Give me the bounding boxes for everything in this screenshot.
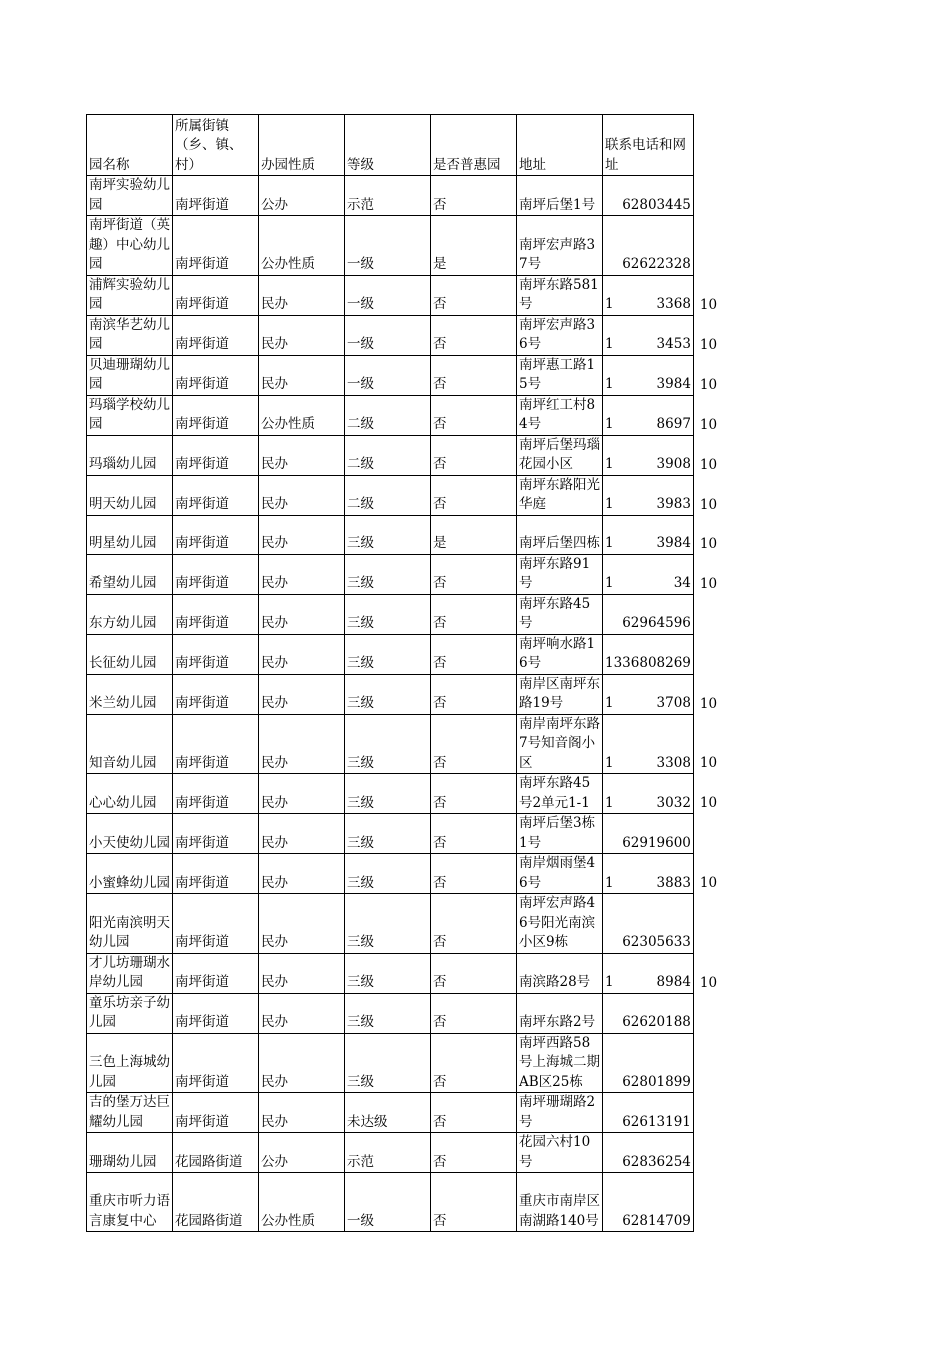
phone-prefix: 1 [605,695,614,711]
cell-name: 东方幼儿园 [87,594,173,634]
cell-name: 重庆市听力语言康复中心 [87,1173,173,1232]
phone-prefix: 1 [605,336,614,352]
cell-town: 南坪街道 [173,355,259,395]
cell-town: 南坪街道 [173,515,259,554]
cell-phone [603,894,694,954]
cell-phone [603,714,694,774]
cell-phone [603,475,694,515]
cell-name: 才儿坊珊瑚水岸幼儿园 [87,953,173,993]
phone-prefix: 1 [605,416,614,432]
cell-name: 阳光南滨明天幼儿园 [87,894,173,954]
cell-extra [693,634,742,674]
cell-extra: 10 [699,875,718,891]
cell-town: 南坪街道 [173,395,259,435]
phone-number: 62919600 [622,834,691,851]
cell-extra [693,594,742,634]
cell-name: 南坪实验幼儿园 [87,176,173,216]
phone-number: 3983 [656,496,691,512]
cell-nature: 民办 [259,894,345,954]
phone-number: 3908 [656,456,691,472]
cell-nature: 民办 [259,554,345,594]
cell-address: 南岸区南坪东路19号 [517,674,603,714]
header-town: 所属街镇（乡、镇、村） [173,115,259,176]
phone-number: 62305633 [622,934,691,950]
cell-town: 南坪街道 [173,554,259,594]
phone-number: 62801899 [622,1073,691,1090]
cell-inclusive: 否 [431,475,517,515]
cell-nature: 民办 [259,993,345,1033]
cell-inclusive: 否 [431,435,517,475]
cell-address: 南坪红工村84号 [517,395,603,435]
cell-phone [603,216,694,276]
cell-nature: 民办 [259,634,345,674]
cell-town: 南坪街道 [173,176,259,216]
cell-name: 小天使幼儿园 [87,814,173,854]
phone-number: 62613191 [622,1113,691,1130]
cell-inclusive: 否 [431,1133,517,1173]
cell-address: 重庆市南岸区南湖路140号 [517,1173,603,1232]
cell-name: 三色上海城幼儿园 [87,1033,173,1093]
cell-level: 三级 [345,714,431,774]
cell-extra [693,814,742,854]
cell-nature: 公办 [259,176,345,216]
cell-inclusive: 否 [431,1093,517,1133]
cell-nature: 民办 [259,594,345,634]
cell-phone [603,594,694,634]
cell-name: 吉的堡万达巨耀幼儿园 [87,1093,173,1133]
cell-extra [693,894,742,954]
phone-number: 62803445 [622,196,691,213]
cell-address: 南坪宏声路37号 [517,216,603,276]
cell-inclusive: 否 [431,176,517,216]
table-row [87,1033,743,1093]
cell-name: 南坪街道（英趣）中心幼儿园 [87,216,173,276]
cell-address: 南坪响水路16号 [517,634,603,674]
cell-address: 南岸南坪东路7号知音阁小区 [517,714,603,774]
cell-phone [603,275,694,315]
table-row [87,176,743,216]
table-row [87,435,743,475]
cell-town: 南坪街道 [173,634,259,674]
cell-nature: 民办 [259,315,345,355]
table-row [87,634,743,674]
cell-name: 南滨华艺幼儿园 [87,315,173,355]
cell-level: 三级 [345,554,431,594]
header-nature: 办园性质 [259,115,345,176]
table-row [87,355,743,395]
cell-extra [693,1093,742,1133]
cell-extra: 10 [699,695,718,712]
cell-phone [603,1133,694,1173]
cell-level: 三级 [345,594,431,634]
cell-level: 一级 [345,315,431,355]
cell-inclusive: 是 [431,216,517,276]
cell-level: 三级 [345,993,431,1033]
cell-address: 南坪西路58号上海城二期AB区25栋 [517,1033,603,1093]
table-row [87,216,743,276]
header-address: 地址 [517,115,603,176]
phone-number: 3883 [656,874,691,891]
cell-town: 南坪街道 [173,435,259,475]
table-row [87,315,743,355]
cell-town: 南坪街道 [173,894,259,954]
cell-nature: 民办 [259,814,345,854]
cell-address: 南坪东路91号 [517,554,603,594]
cell-phone [603,1033,694,1093]
cell-phone [603,634,694,674]
cell-address: 南坪东路45号 [517,594,603,634]
cell-phone [603,355,694,395]
header-phone: 联系电话和网址 [603,115,694,176]
cell-nature: 民办 [259,435,345,475]
cell-nature: 民办 [259,714,345,774]
cell-inclusive: 否 [431,554,517,594]
cell-phone [603,554,694,594]
cell-phone [603,315,694,355]
phone-number: 8697 [656,416,691,432]
cell-town: 南坪街道 [173,953,259,993]
phone-number: 62836254 [622,1153,691,1170]
cell-level: 三级 [345,953,431,993]
cell-phone [603,854,694,894]
cell-extra: 10 [699,974,718,991]
phone-prefix: 1 [605,974,614,990]
cell-inclusive: 否 [431,814,517,854]
cell-name: 希望幼儿园 [87,554,173,594]
phone-number: 62814709 [622,1212,691,1229]
cell-level: 一级 [345,1173,431,1232]
cell-address: 南坪东路45号2单元1-1 [517,774,603,814]
cell-name: 玛瑙学校幼儿园 [87,395,173,435]
phone-number: 3032 [656,794,691,811]
table-row [87,894,743,954]
cell-extra [693,993,742,1033]
cell-town: 南坪街道 [173,714,259,774]
phone-number: 3308 [656,754,691,771]
cell-inclusive: 否 [431,1173,517,1232]
cell-phone [603,674,694,714]
cell-address: 南坪东路581号 [517,275,603,315]
table-row [87,774,743,814]
cell-town: 南坪街道 [173,814,259,854]
cell-address: 花园六村10号 [517,1133,603,1173]
cell-address: 南坪宏声路36号 [517,315,603,355]
cell-inclusive: 否 [431,634,517,674]
phone-prefix: 1 [605,376,614,392]
phone-number: 3984 [656,535,691,551]
cell-level: 示范 [345,1133,431,1173]
table-row [87,554,743,594]
cell-extra: 10 [699,795,718,811]
table-row [87,993,743,1033]
cell-name: 童乐坊亲子幼儿园 [87,993,173,1033]
table-row [87,854,743,894]
cell-town: 南坪街道 [173,275,259,315]
phone-number: 1336808269 [605,655,691,671]
cell-address: 南岸烟雨堡46号 [517,854,603,894]
cell-name: 浦辉实验幼儿园 [87,275,173,315]
cell-extra [693,1133,742,1173]
cell-phone [603,395,694,435]
cell-inclusive: 是 [431,515,517,554]
cell-address: 南坪宏声路46号阳光南滨小区9栋 [517,894,603,954]
cell-town: 南坪街道 [173,993,259,1033]
kindergarten-table [86,114,743,1232]
header-row [87,115,743,176]
cell-extra [693,1033,742,1093]
cell-phone [603,814,694,854]
cell-extra: 10 [699,575,718,592]
cell-level: 三级 [345,515,431,554]
cell-inclusive: 否 [431,315,517,355]
cell-town: 南坪街道 [173,674,259,714]
phone-prefix: 1 [605,296,614,312]
cell-inclusive: 否 [431,894,517,954]
cell-nature: 民办 [259,854,345,894]
cell-address: 南坪东路阳光华庭 [517,475,603,515]
cell-nature: 民办 [259,1093,345,1133]
cell-extra: 10 [699,416,718,433]
cell-town: 花园路街道 [173,1133,259,1173]
cell-phone [603,1093,694,1133]
cell-inclusive: 否 [431,993,517,1033]
cell-name: 玛瑙幼儿园 [87,435,173,475]
table-row [87,515,743,554]
cell-address: 南坪后堡四栋 [517,515,603,554]
cell-phone [603,176,694,216]
cell-level: 三级 [345,854,431,894]
phone-prefix: 1 [605,535,614,551]
header-level: 等级 [345,115,431,176]
cell-nature: 公办性质 [259,395,345,435]
table-row [87,953,743,993]
phone-prefix: 1 [605,456,614,472]
cell-name: 明星幼儿园 [87,515,173,554]
cell-extra [693,1173,742,1232]
cell-extra [693,216,742,276]
cell-town: 南坪街道 [173,594,259,634]
cell-nature: 公办性质 [259,1173,345,1232]
cell-address: 南坪后堡玛瑙花园小区 [517,435,603,475]
cell-inclusive: 否 [431,395,517,435]
cell-extra: 10 [699,296,718,313]
cell-address: 南坪后堡3栋1号 [517,814,603,854]
cell-level: 三级 [345,894,431,954]
phone-number: 3368 [656,296,691,312]
cell-address: 南滨路28号 [517,953,603,993]
cell-town: 南坪街道 [173,315,259,355]
cell-extra: 10 [699,376,718,393]
cell-nature: 民办 [259,515,345,554]
phone-number: 8984 [656,974,691,990]
table-row [87,814,743,854]
cell-inclusive: 否 [431,674,517,714]
cell-town: 花园路街道 [173,1173,259,1232]
cell-nature: 民办 [259,355,345,395]
cell-level: 一级 [345,355,431,395]
table-row [87,594,743,634]
cell-address: 南坪东路2号 [517,993,603,1033]
cell-town: 南坪街道 [173,774,259,814]
cell-extra [693,176,742,216]
cell-town: 南坪街道 [173,216,259,276]
cell-inclusive: 否 [431,1033,517,1093]
cell-address: 南坪惠工路15号 [517,355,603,395]
cell-inclusive: 否 [431,774,517,814]
phone-prefix: 1 [605,496,614,512]
table-row [87,674,743,714]
cell-level: 一级 [345,275,431,315]
phone-prefix: 1 [605,874,614,891]
table-row [87,395,743,435]
header-inclusive: 是否普惠园 [431,115,517,176]
cell-inclusive: 否 [431,854,517,894]
cell-phone [603,1173,694,1232]
cell-inclusive: 否 [431,594,517,634]
cell-nature: 民办 [259,1033,345,1093]
cell-name: 珊瑚幼儿园 [87,1133,173,1173]
cell-name: 明天幼儿园 [87,475,173,515]
cell-address: 南坪后堡1号 [517,176,603,216]
cell-nature: 民办 [259,674,345,714]
phone-number: 3453 [656,336,691,352]
cell-name: 长征幼儿园 [87,634,173,674]
cell-level: 二级 [345,475,431,515]
cell-level: 示范 [345,176,431,216]
cell-name: 贝迪珊瑚幼儿园 [87,355,173,395]
cell-level: 三级 [345,814,431,854]
cell-town: 南坪街道 [173,475,259,515]
cell-phone [603,993,694,1033]
cell-level: 三级 [345,674,431,714]
cell-phone [603,435,694,475]
cell-address: 南坪珊瑚路2号 [517,1093,603,1133]
table-row [87,475,743,515]
cell-nature: 民办 [259,774,345,814]
cell-phone [603,515,694,554]
phone-number: 62964596 [622,615,691,631]
cell-extra: 10 [699,456,718,473]
cell-extra: 10 [699,755,718,771]
cell-name: 小蜜蜂幼儿园 [87,854,173,894]
cell-nature: 民办 [259,275,345,315]
header-extra [693,115,742,176]
cell-extra: 10 [699,535,718,552]
cell-level: 二级 [345,395,431,435]
cell-inclusive: 否 [431,275,517,315]
cell-name: 米兰幼儿园 [87,674,173,714]
phone-number: 3984 [656,376,691,392]
table-row [87,1093,743,1133]
cell-inclusive: 否 [431,355,517,395]
cell-inclusive: 否 [431,953,517,993]
cell-name: 心心幼儿园 [87,774,173,814]
cell-extra: 10 [699,496,718,513]
cell-nature: 民办 [259,953,345,993]
cell-level: 二级 [345,435,431,475]
cell-nature: 民办 [259,475,345,515]
phone-prefix: 1 [605,575,614,591]
phone-number: 3708 [656,695,691,711]
cell-town: 南坪街道 [173,854,259,894]
header-name: 园名称 [87,115,173,176]
cell-name: 知音幼儿园 [87,714,173,774]
phone-number: 62620188 [622,1014,691,1030]
cell-level: 三级 [345,1033,431,1093]
cell-level: 一级 [345,216,431,276]
cell-town: 南坪街道 [173,1033,259,1093]
table-row [87,1133,743,1173]
cell-level: 三级 [345,774,431,814]
cell-extra: 10 [699,336,718,353]
cell-level: 三级 [345,634,431,674]
table-row [87,1173,743,1232]
cell-nature: 公办性质 [259,216,345,276]
phone-number: 62622328 [622,256,691,272]
cell-level: 未达级 [345,1093,431,1133]
table-row [87,714,743,774]
table-row [87,275,743,315]
cell-town: 南坪街道 [173,1093,259,1133]
cell-nature: 公办 [259,1133,345,1173]
cell-phone [603,953,694,993]
phone-number: 34 [673,575,691,591]
cell-inclusive: 否 [431,714,517,774]
phone-prefix: 1 [605,754,614,771]
phone-prefix: 1 [605,794,614,811]
cell-phone [603,774,694,814]
